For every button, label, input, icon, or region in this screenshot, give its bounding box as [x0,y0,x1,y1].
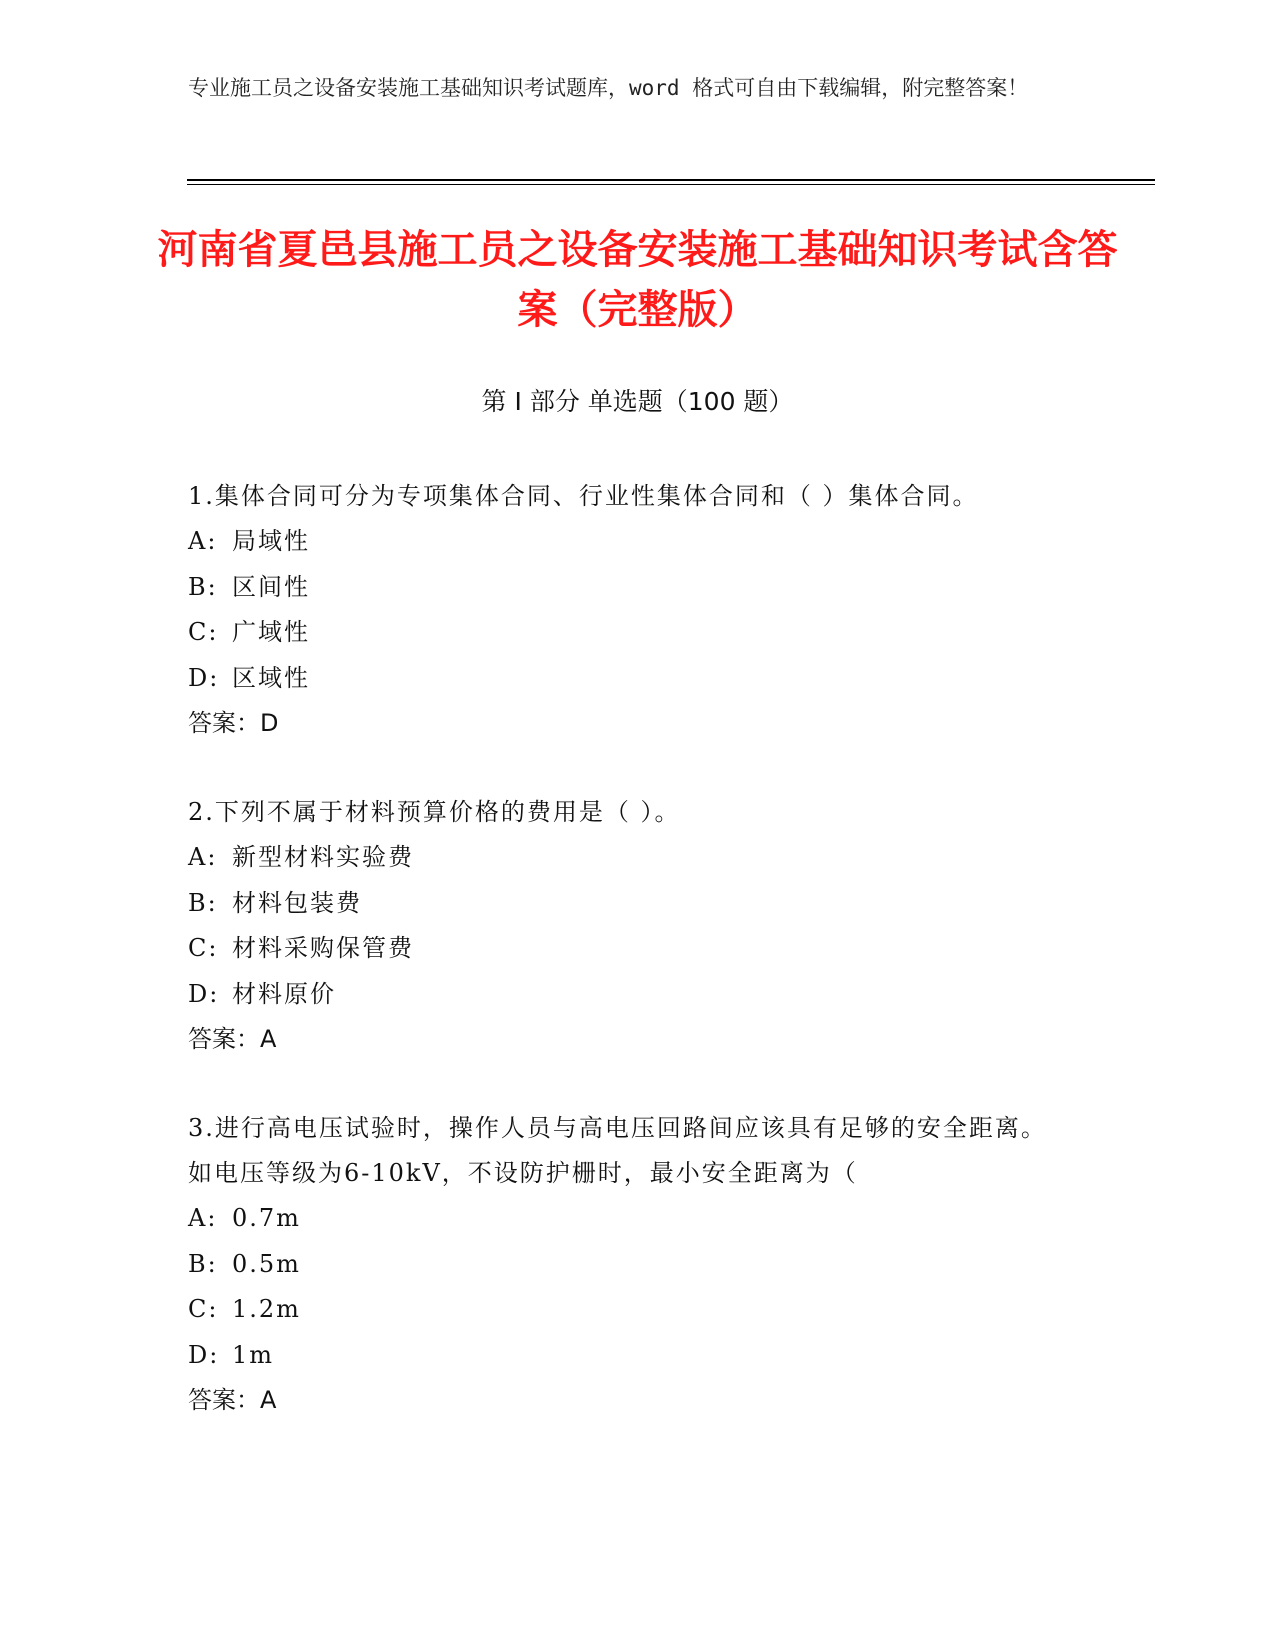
question-1 [188,474,1068,746]
option-text: 区域性 [232,663,310,692]
answer: 答案：A [188,1025,277,1053]
option-key: C: [188,934,219,962]
question-stem: 3.进行高电压试验时，操作人员与高电压回路间应该具有足够的安全距离。如电压等级为6-10kV，不设防护栅时，最小安全距离为（ [188,1114,1047,1187]
option-c [188,1287,1068,1333]
header-note: 专业施工员之设备安装施工基础知识考试题库，word 格式可自由下载编辑，附完整答案！ [188,76,1029,100]
option-key: A: [188,527,218,555]
option-a [188,519,1068,565]
option-key: B: [188,1249,218,1278]
header-rule-thin [187,184,1155,185]
document-title: 河南省夏邑县施工员之设备安装施工基础知识考试含答案（完整版） [157,227,1118,333]
option-c [188,610,1068,656]
option-text: 1.2m [232,1295,301,1323]
option-key: B: [188,888,218,917]
question-3 [188,1106,1068,1423]
answer: 答案：D [188,709,279,737]
option-key: B: [188,572,218,601]
question-stem: 2.下列不属于材料预算价格的费用是（ ）。 [188,798,681,826]
option-d [188,1333,1068,1379]
option-text: 区间性 [232,572,310,601]
section-title: 第 I 部分 单选题（100 题） [481,387,794,416]
option-key: A: [188,1204,218,1232]
question-list [188,474,1068,1467]
option-key: C: [188,618,219,646]
option-d [188,972,1068,1018]
option-text: 新型材料实验费 [232,843,414,871]
option-b [188,881,1068,927]
question-stem: 1.集体合同可分为专项集体合同、行业性集体合同和（ ）集体合同。 [188,482,979,510]
option-a [188,1196,1068,1242]
option-text: 材料包装费 [232,888,362,917]
option-a [188,835,1068,881]
option-text: 广域性 [232,618,310,646]
option-text: 材料采购保管费 [232,934,414,962]
option-d [188,656,1068,702]
option-b [188,565,1068,611]
option-text: 局域性 [232,527,310,555]
option-key: C: [188,1295,219,1323]
option-key: D: [188,663,220,692]
question-2 [188,790,1068,1062]
option-text: 0.7m [232,1204,301,1232]
option-text: 0.5m [232,1249,301,1278]
option-key: D: [188,1340,220,1369]
option-b [188,1242,1068,1288]
option-key: D: [188,979,220,1008]
option-text: 材料原价 [232,979,336,1008]
option-key: A: [188,843,218,871]
option-text: 1m [232,1340,275,1369]
option-c [188,926,1068,972]
answer: 答案：A [188,1386,277,1414]
header-rule-thick [187,179,1155,181]
